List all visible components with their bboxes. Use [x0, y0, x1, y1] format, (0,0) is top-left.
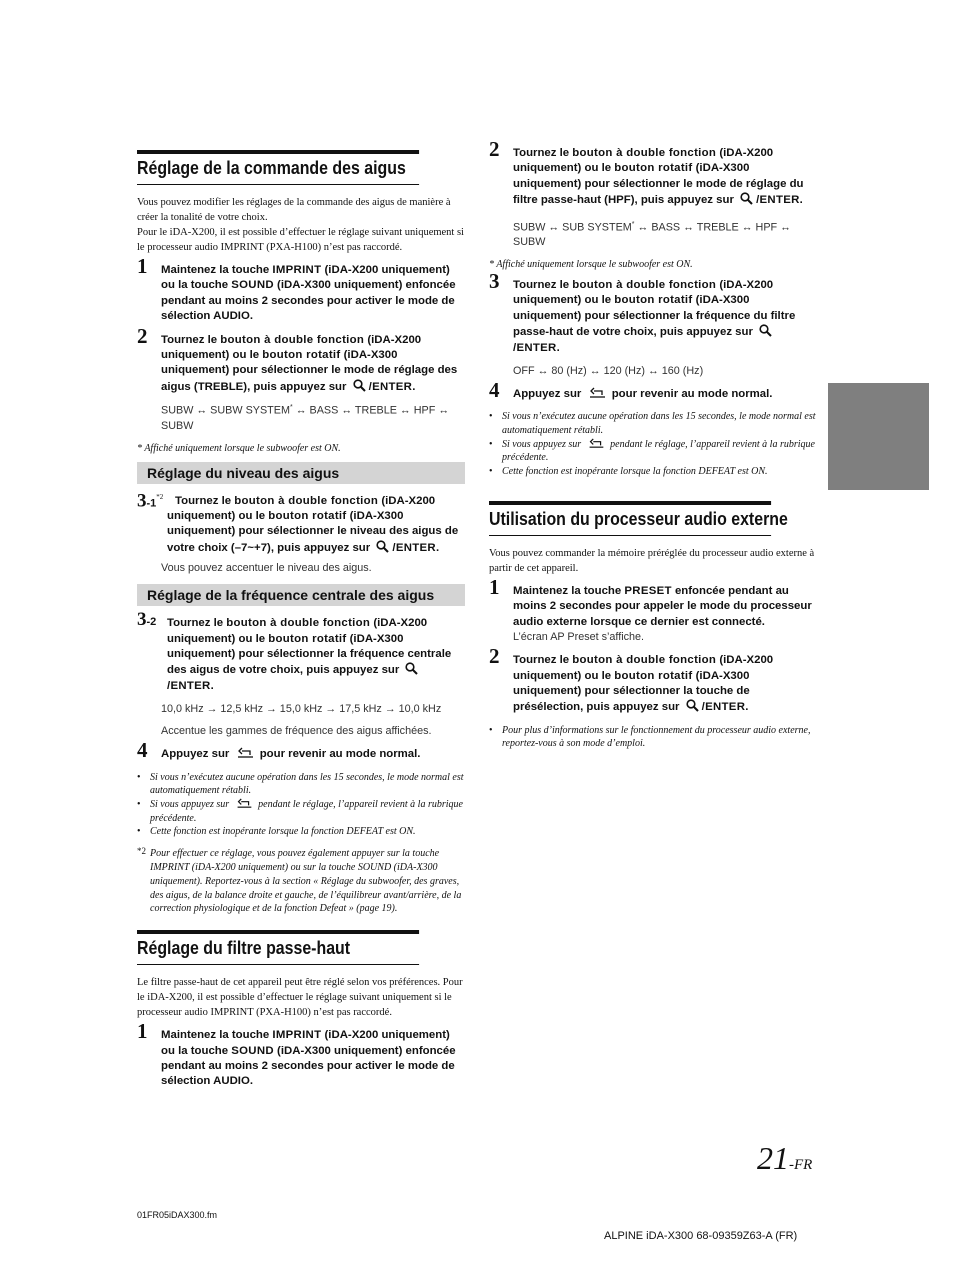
step-text: Tournez le	[167, 617, 227, 630]
file-reference: 01FR05iDAX300.fm	[137, 1210, 218, 1220]
step-note: Vous pouvez accentuer le niveau des aigus.	[161, 562, 372, 575]
search-icon	[405, 662, 418, 675]
key-name: bouton rotatif	[614, 162, 693, 175]
step-text: Tournez le	[513, 147, 573, 159]
step-text: (iDA-X300 uniquement) pour sélectionner le niveau des aigus de votre choix (–7~+7), puis appuyez sur	[167, 509, 459, 554]
treble-step-2	[137, 323, 465, 434]
step-text: pour revenir au mode normal.	[256, 748, 421, 761]
step-text: (iDA-X200 uniquement) ou le	[161, 333, 422, 362]
return-icon	[588, 387, 606, 399]
step-text: (iDA-X300 uniquement) pour sélectionner la fréquence centrale des aigus de votre choix, puis appuyez sur	[167, 632, 452, 677]
step-number: 4	[137, 738, 148, 763]
note-text: Si vous appuyez sur	[150, 799, 232, 811]
step-number: 2	[489, 137, 500, 161]
key-name: bouton à double fonction	[234, 494, 379, 507]
key-name: bouton à double fonction	[220, 333, 365, 346]
step-number: 1	[137, 1019, 148, 1044]
key-name: /ENTER	[368, 380, 413, 393]
page-number-suffix: -FR	[789, 1157, 813, 1173]
subheading-treble-frequency: Réglage de la fréquence centrale des aigus	[137, 584, 465, 606]
footnote-mark: *	[631, 220, 635, 228]
key-name: bouton rotatif	[268, 632, 347, 645]
step-number: 1	[137, 254, 148, 278]
footnote-mark: *2	[137, 846, 146, 857]
treble-step-3-1	[137, 489, 465, 577]
sequence-text: SUBW ↔ SUBW SYSTEM	[161, 404, 290, 417]
chapter-tab	[828, 383, 929, 490]
step-text: Tournez le	[513, 654, 573, 667]
mode-sequence	[513, 217, 817, 251]
treble-step-4	[137, 738, 465, 763]
key-name: /ENTER	[392, 541, 436, 554]
step-number: 2	[137, 323, 148, 348]
page-number-value: 21	[757, 1140, 789, 1176]
step-text: Maintenez la touche	[161, 264, 273, 276]
return-icon	[587, 438, 605, 449]
step-text: Tournez le	[175, 494, 235, 507]
step-text: .	[799, 194, 803, 207]
step-text: Appuyez sur	[513, 387, 585, 400]
frequency-sequence: 10,0 kHz → 12,5 kHz → 15,0 kHz → 17,5 kHz → 10,0 kHz	[161, 703, 442, 716]
hpf-step-3	[489, 268, 817, 379]
list-item: • Si vous n’exécutez aucune opération dans les 15 secondes, le mode normal est automatiquement rétabli.	[137, 771, 465, 798]
key-name: bouton à double fonction	[572, 654, 717, 667]
step-number: 3	[489, 268, 500, 293]
list-item: • Si vous n’exécutez aucune opération dans les 15 secondes, le mode normal est automatiquement rétabli.	[489, 410, 817, 437]
notes-list	[489, 410, 817, 479]
section-title-hpf: Réglage du filtre passe-haut	[137, 930, 419, 965]
key-name: bouton à double fonction	[572, 278, 717, 291]
return-icon	[236, 747, 254, 759]
section-title-treble: Réglage de la commande des aigus	[137, 150, 419, 185]
page-number	[757, 1140, 812, 1177]
step-text: .	[412, 380, 416, 393]
step-text: Tournez le	[161, 333, 221, 346]
step-text: .	[210, 679, 214, 692]
step-text: pour revenir au mode normal.	[608, 387, 773, 400]
key-name: bouton rotatif	[614, 294, 693, 307]
notes-list	[137, 771, 465, 840]
step-text: (iDA-X200 uniquement) ou le	[167, 494, 436, 522]
step-text: (iDA-X200 uniquement) ou la touche	[161, 264, 450, 292]
treble-step-1	[137, 254, 465, 325]
footnote-subwoofer: * Affiché uniquement lorsque le subwoofer est ON.	[137, 442, 341, 454]
sequence-text: ↔ BASS ↔ TREBLE ↔ HPF ↔ SUBW	[161, 404, 450, 432]
list-item: • Cette fonction est inopérante lorsque la fonction DEFEAT est ON.	[137, 825, 465, 839]
hpf-step-1	[137, 1019, 465, 1090]
footnote-2	[137, 847, 465, 916]
treble-step-3-2	[137, 609, 465, 739]
step-text: (iDA-X300 uniquement) pour sélectionner la fréquence du filtre passe-haut de votre choix, puis appuyez sur	[513, 294, 796, 339]
hpf-intro: Le filtre passe-haut de cet appareil peut être réglé selon vos préférences. Pour le iDA-X200, il est possible d’effectuer le réglage suivant uniquement si le processeur audio IMPRINT (PXA-H100) n’est pas raccordé.	[137, 977, 463, 1019]
step-text: .	[556, 341, 560, 354]
key-name: SOUND	[231, 1044, 274, 1057]
key-name: bouton à double fonction	[226, 617, 371, 630]
step-note: L’écran AP Preset s’affiche.	[513, 631, 645, 644]
search-icon	[759, 324, 772, 337]
left-column	[137, 150, 465, 1098]
key-name: /ENTER	[513, 341, 557, 354]
step-text: (iDA-X200 uniquement) ou le	[513, 654, 774, 682]
search-icon	[353, 379, 366, 392]
key-name: /ENTER	[167, 679, 211, 692]
step-text: (iDA-X300 uniquement) pour sélectionner le mode de réglage du filtre passe-haut (HPF), puis appuyez sur	[513, 162, 804, 207]
external-step-1	[489, 574, 817, 645]
list-item	[137, 798, 465, 825]
step-text: Tournez le	[513, 278, 573, 291]
hpf-step-4	[489, 377, 817, 402]
step-text: Maintenez la touche	[513, 584, 625, 597]
step-number-suffix: -1	[146, 496, 157, 509]
footnote-text: Pour effectuer ce réglage, vous pouvez également appuyer sur la touche IMPRINT (iDA-X200 uniquement) ou sur la touche SOUND (iDA-X300 uniquement). Reportez-vous à la section « Réglage du subwoofer, des graves, des aigus, de la balance droite et gauche, de l’équilibreur avant/arrière, de la correction physiologique et de la fonction Defeat » (page 19).	[150, 848, 462, 915]
step-text: enfoncée pendant au moins 2 secondes pour appeler le mode du processeur audio externe lorsque ce dernier est connecté.	[513, 584, 812, 628]
return-icon	[235, 798, 253, 809]
step-number: 1	[489, 574, 500, 599]
step-text: Maintenez la touche	[161, 1029, 273, 1042]
footnote-mark: *2	[156, 492, 164, 501]
right-column	[489, 137, 817, 759]
sequence-text: SUBW ↔ SUB SYSTEM	[513, 221, 632, 234]
step-text: (iDA-X300 uniquement) pour sélectionner la touche de présélection, puis appuyez sur	[513, 669, 750, 714]
model-reference: ALPINE iDA-X300 68-09359Z63-A (FR)	[604, 1230, 798, 1242]
list-item: • Pour plus d’informations sur le fonctionnement du processeur audio externe, reportez-vous à son mode d’emploi.	[489, 724, 817, 751]
note-text: pendant le réglage, l’appareil revient à la rubrique précédente.	[502, 438, 815, 464]
step-text: Appuyez sur	[161, 748, 233, 761]
step-text: (iDA-X300 uniquement) pour sélectionner le mode de réglage des aigus (TREBLE), puis appuyez sur	[161, 349, 458, 393]
sequence-text: ↔ BASS ↔ TREBLE ↔ HPF ↔ SUBW	[513, 221, 791, 249]
note-text: Si vous appuyez sur	[502, 438, 584, 450]
step-text: (iDA-X300 uniquement) enfoncée pendant au moins 2 secondes pour activer le mode de sélection AUDIO.	[161, 1044, 456, 1088]
list-item: • Cette fonction est inopérante lorsque la fonction DEFEAT est ON.	[489, 465, 817, 479]
step-number-suffix: -2	[146, 616, 157, 629]
step-number-main: 3	[137, 609, 147, 631]
step-number	[137, 609, 157, 631]
key-name: bouton rotatif	[262, 349, 341, 362]
mode-sequence	[161, 400, 465, 434]
key-name: bouton rotatif	[614, 669, 693, 682]
step-number: 2	[489, 644, 500, 669]
notes-list	[489, 724, 817, 751]
search-icon	[376, 540, 389, 553]
step-number	[137, 490, 163, 512]
search-icon	[740, 192, 753, 205]
step-text: .	[435, 541, 440, 554]
step-text: (iDA-X200 uniquement) ou la touche	[161, 1029, 450, 1057]
key-name: bouton à double fonction	[572, 147, 717, 159]
key-name: /ENTER	[756, 194, 800, 207]
key-name: /ENTER	[701, 701, 746, 714]
key-name: IMPRINT	[272, 264, 322, 276]
key-name: SOUND	[231, 279, 274, 292]
step-text: (iDA-X200 uniquement) ou le	[513, 147, 774, 175]
external-intro: Vous pouvez commander la mémoire préréglée du processeur audio externe à partir de cet appareil.	[489, 547, 815, 574]
search-icon	[686, 699, 699, 712]
footnote-subwoofer: * Affiché uniquement lorsque le subwoofer est ON.	[489, 259, 693, 271]
frequency-sequence: OFF ↔ 80 (Hz) ↔ 120 (Hz) ↔ 160 (Hz)	[513, 364, 704, 377]
section-title-external-processor: Utilisation du processeur audio externe	[489, 501, 771, 536]
external-step-2	[489, 644, 817, 716]
step-text: .	[745, 701, 749, 714]
subheading-treble-level: Réglage du niveau des aigus	[137, 462, 465, 484]
note-text: pendant le réglage, l’appareil revient à la rubrique précédente.	[150, 799, 463, 824]
key-name: IMPRINT	[272, 1029, 322, 1042]
treble-intro: Vous pouvez modifier les réglages de la commande des aigus de manière à créer la tonalité de votre choix.	[137, 197, 451, 223]
key-name: PRESET	[624, 584, 672, 597]
step-note: Accentue les gammes de fréquence des aigus affichées.	[161, 725, 432, 738]
footnote-mark: *	[289, 404, 293, 412]
step-number: 4	[489, 377, 500, 402]
treble-intro-2: Pour le iDA-X200, il est possible d’effectuer le réglage suivant uniquement si le processeur audio IMPRINT (PXA-H100) n’est pas raccordé.	[137, 227, 464, 253]
list-item	[489, 438, 817, 465]
step-number-main: 3	[137, 489, 147, 511]
step-text: (iDA-X200 uniquement) ou le	[513, 278, 774, 307]
step-text: (iDA-X300 uniquement) enfoncée pendant au moins 2 secondes pour activer le mode de sélection AUDIO.	[161, 279, 456, 323]
step-text: (iDA-X200 uniquement) ou le	[167, 617, 428, 645]
key-name: bouton rotatif	[268, 509, 347, 522]
hpf-step-2	[489, 137, 817, 250]
